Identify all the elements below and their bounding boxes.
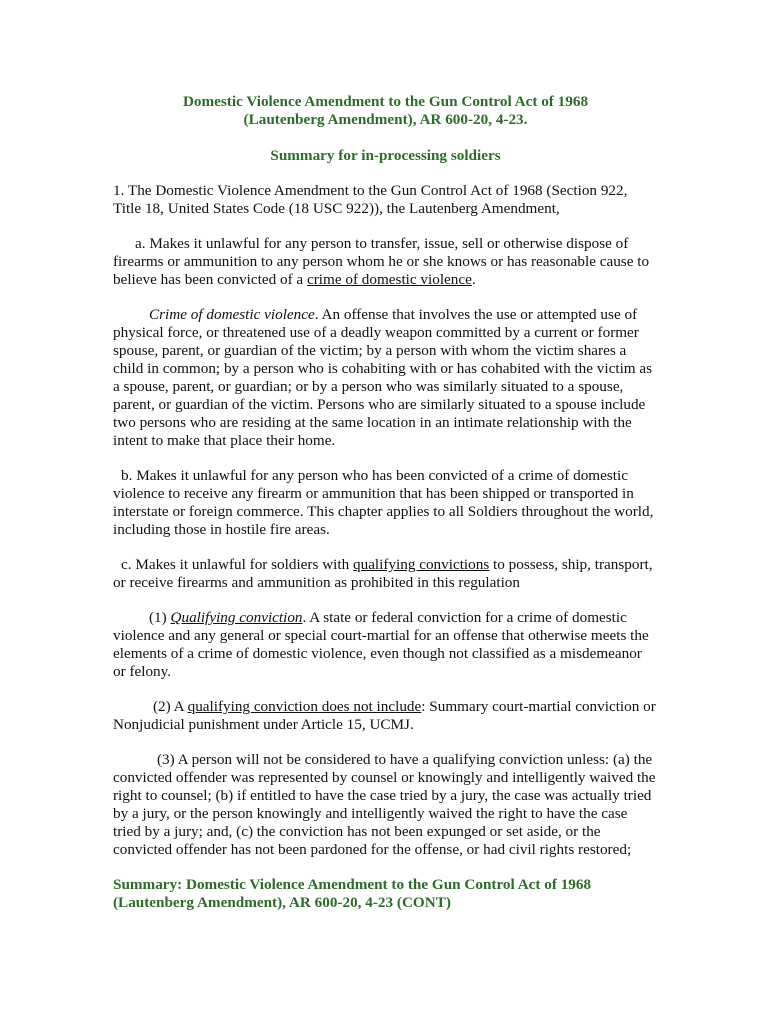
title-line-1: Domestic Violence Amendment to the Gun Control Act of 1968: [182, 93, 589, 110]
document-subtitle: Summary for in-processing soldiers: [270, 147, 501, 164]
subparagraph-1-text: . A state or federal conviction for a crime of domestic violence and any general or special court-martial for an offense that otherwise meets the elements of a crime of domestic violence, even though not classified as a misdemeanor or felony.: [113, 609, 649, 680]
paragraph-c: [113, 556, 658, 592]
subparagraph-2-number: (2) A: [153, 698, 188, 715]
paragraph-1: 1. The Domestic Violence Amendment to the Gun Control Act of 1968 (Section 922, Title 18, United States Code (18 USC 922)), the Lautenberg Amendment,: [113, 182, 628, 217]
definition-term: Crime of domestic violence: [149, 306, 315, 323]
definition-paragraph: [113, 306, 658, 450]
paragraph-a: [113, 235, 658, 289]
subparagraph-1-number: (1): [149, 609, 171, 626]
qualifying-conviction-exclusion-term: qualifying conviction does not include: [187, 698, 422, 715]
summary-line-2: (Lautenberg Amendment), AR 600-20, 4-23 (CONT): [113, 894, 451, 911]
subparagraph-3: (3) A person will not be considered to have a qualifying conviction unless: (a) the convicted offender was represented by counsel or knowingly and intelligently waived the right to counsel; (b) if entitled to have the case tried by a jury, the case was actually tried by a jury, or the person knowingly and intelligently waived the right to have the case tried by a jury; and, (c) the conviction has not been expunged or set aside, or the convicted offender has not been pardoned for the offense, or had civil rights restored;: [113, 751, 656, 858]
qualifying-conviction-term: Qualifying conviction: [170, 609, 303, 626]
title-line-2: (Lautenberg Amendment), AR 600-20, 4-23.: [243, 111, 528, 128]
crime-of-domestic-violence-link: crime of domestic violence: [306, 271, 472, 288]
qualifying-convictions-link: qualifying convictions: [353, 556, 490, 573]
summary-line-1: Summary: Domestic Violence Amendment to the Gun Control Act of 1968: [113, 876, 592, 893]
subparagraph-1: [113, 609, 658, 681]
subparagraph-2: [113, 698, 658, 734]
document-title: [113, 93, 658, 129]
document-page: [113, 93, 658, 912]
definition-text: . An offense that involves the use or attempted use of physical force, or threatened use of a deadly weapon committed by a current or former spouse, parent, or guardian of the victim; by a person with whom the victim shares a child in common; by a person who is cohabiting with or has cohabited with the victim as a spouse, parent, or guardian; or by a person who was similarly situated to a spouse, parent, or guardian of the victim. Persons who are similarly situated to a spouse include two persons who are residing at the same location in an intimate relationship with the intent to make that place their home.: [113, 306, 653, 449]
paragraph-a-text: a. Makes it unlawful for any person to transfer, issue, sell or otherwise dispose of firearms or ammunition to any person whom he or she knows or has reasonable cause to believe has been convicted of a: [113, 235, 650, 288]
paragraph-c-end: to possess, ship, transport, or receive firearms and ammunition as prohibited in this regulation: [113, 556, 653, 591]
paragraph-a-end: .: [471, 271, 476, 288]
paragraph-b: b. Makes it unlawful for any person who has been convicted of a crime of domestic violence to receive any firearm or ammunition that has been shipped or transported in interstate or foreign commerce. This chapter applies to all Soldiers throughout the world, including those in hostile fire areas.: [113, 467, 654, 538]
paragraph-c-start: c. Makes it unlawful for soldiers with: [121, 556, 353, 573]
subparagraph-2-text: : Summary court-martial conviction or Nonjudicial punishment under Article 15, UCMJ.: [113, 698, 656, 733]
summary-continued-heading: [113, 876, 658, 912]
